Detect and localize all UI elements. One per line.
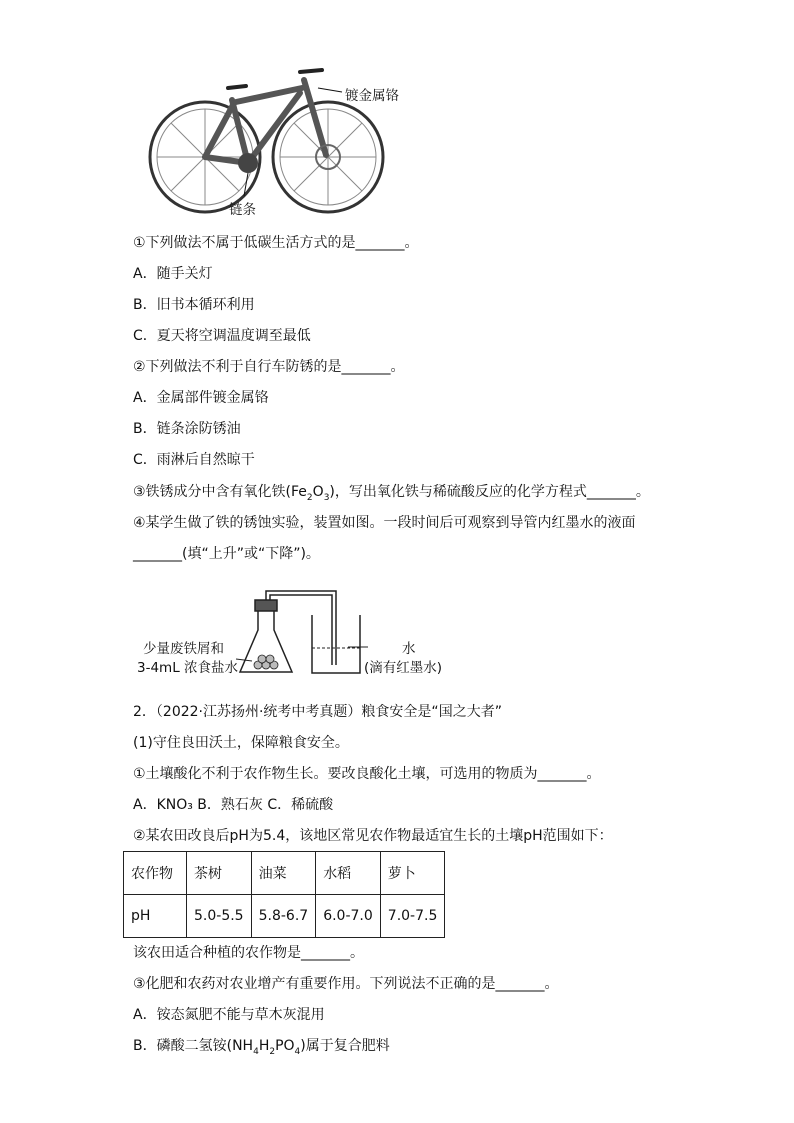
label-salt-water: 3-4mL 浓食盐水 [137,660,239,676]
sub-4: 4 [253,1046,259,1057]
label-iron-filings: 少量废铁屑和 [143,641,224,657]
p2-q1: ①土壤酸化不利于农作物生长。要改良酸化土壤，可选用的物质为_______。 [133,766,601,782]
p2-q3: ③化肥和农药对农业增产有重要作用。下列说法不正确的是_______。 [133,976,559,992]
q3-text-pre: ③铁锈成分中含有氧化铁(Fe [133,484,307,500]
p2-q3-b-h: H [258,1038,270,1054]
p2-q3-b-pre: B．磷酸二氢铵(NH [133,1038,254,1054]
q2-option-a: A．金属部件镀金属铬 [133,390,269,406]
chainring [238,153,258,173]
p2-q3-b-post: )属于复合肥料 [300,1038,390,1054]
iron-filings [254,655,278,669]
table-cell: 水稻 [316,852,381,895]
label-chrome: 镀金属铬 [345,88,399,104]
table-header-row [124,852,445,895]
label-water: 水 [402,641,416,657]
table-cell: 农作物 [124,852,187,895]
q3-o: O [312,484,324,500]
label-red-ink: (滴有红墨水) [364,660,443,676]
crop-ph-table [123,851,445,938]
q2-line: ②下列做法不利于自行车防锈的是_______。 [133,359,405,375]
table-row [124,895,445,938]
sub-2: 2 [269,1046,276,1057]
p2-q2: ②某农田改良后pH为5.4，该地区常见农作物最适宜生长的土壤pH范围如下： [133,828,613,844]
rust-experiment-figure [0,575,794,695]
table-cell: pH [124,895,187,938]
q1-option-a: A．随手关灯 [133,266,213,282]
q3-sub-3: 3 [323,492,330,503]
p2-q3-option-a: A．铵态氮肥不能与草木灰混用 [133,1007,325,1023]
p2-sub1: (1)守住良田沃土，保障粮食安全。 [133,735,349,751]
stopper [255,600,277,611]
q1-line: ①下列做法不属于低碳生活方式的是_______。 [133,235,419,251]
table-cell: 5.8-6.7 [251,895,316,938]
table-cell: 5.0-5.5 [187,895,252,938]
q3-line [133,483,650,507]
p2-q1-options: A．KNO₃ B．熟石灰 C．稀硫酸 [133,797,334,813]
q1-option-b: B．旧书本循环利用 [133,297,255,313]
table-cell: 7.0-7.5 [380,895,445,938]
q2-option-b: B．链条涂防锈油 [133,421,241,437]
table-cell: 油菜 [251,852,316,895]
p2-title: 2．（2022·江苏扬州·统考中考真题）粮食安全是“国之大者” [133,704,502,720]
q4-line-1: ④某学生做了铁的锈蚀实验，装置如图。一段时间后可观察到导管内红墨水的液面 [133,515,636,531]
q2-option-c: C．雨淋后自然晾干 [133,452,255,468]
table-cell: 6.0-7.0 [316,895,381,938]
label-chain: 链条 [229,202,256,218]
bicycle-figure [0,0,794,230]
sub-4b: 4 [294,1046,301,1057]
q3-sub-2: 2 [306,492,313,503]
p2-q3-b-po: PO [275,1038,295,1054]
q4-line-2: _______(填“上升”或“下降”)。 [133,546,320,562]
table-cell: 萝卜 [380,852,445,895]
q3-text-post: )，写出氧化铁与稀硫酸反应的化学方程式_______。 [329,484,650,500]
table-cell: 茶树 [187,852,252,895]
p2-after-table: 该农田适合种植的农作物是_______。 [133,945,364,961]
p2-q3-option-b [133,1037,390,1061]
q1-option-c: C．夏天将空调温度调至最低 [133,328,311,344]
